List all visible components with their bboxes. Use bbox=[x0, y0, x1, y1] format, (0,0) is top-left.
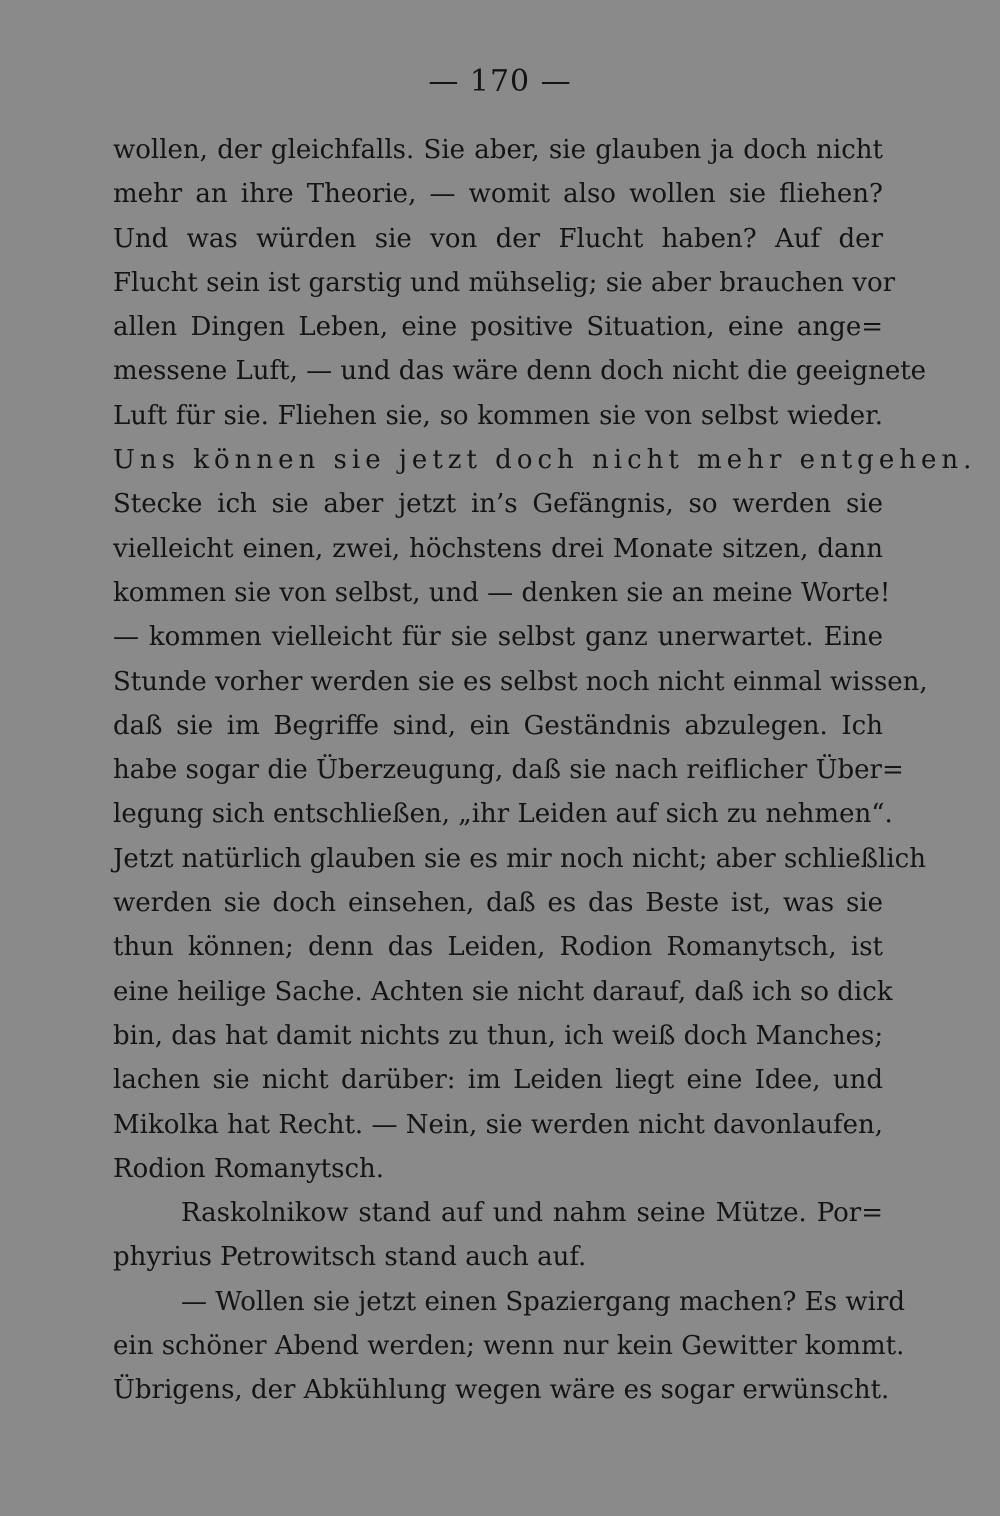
text-line: ein schöner Abend werden; wenn nur kein Gewitter kommt. bbox=[113, 1331, 905, 1362]
text-line: Luft für sie. Fliehen sie, so kommen sie von selbst wieder. bbox=[113, 400, 883, 431]
text-line: daß sie im Begriffe sind, ein Geständnis abzulegen. Ich bbox=[113, 710, 883, 741]
text-line: vielleicht einen, zwei, höchstens drei Monate sitzen, dann bbox=[113, 533, 883, 564]
text-line: lachen sie nicht darüber: im Leiden liegt eine Idee, und bbox=[113, 1065, 883, 1096]
text-line: allen Dingen Leben, eine positive Situation, eine ange= bbox=[113, 312, 883, 343]
text-line: Jetzt natürlich glauben sie es mir noch nicht; aber schließlich bbox=[113, 843, 926, 874]
text-line: Stecke ich sie aber jetzt in’s Gefängnis, so werden sie bbox=[113, 489, 883, 520]
text-line: Flucht sein ist garstig und mühselig; sie aber brauchen vor bbox=[113, 267, 896, 298]
page-number: — 170 — bbox=[428, 64, 572, 99]
paragraph-start-line: — Wollen sie jetzt einen Spaziergang machen? Es wird bbox=[181, 1286, 905, 1317]
text-line: phyrius Petrowitsch stand auch auf. bbox=[113, 1242, 587, 1273]
text-line: bin, das hat damit nichts zu thun, ich weiß doch Manches; bbox=[113, 1020, 884, 1051]
text-line: — kommen vielleicht für sie selbst ganz unerwartet. Eine bbox=[113, 622, 883, 653]
text-line: mehr an ihre Theorie, — womit also wollen sie fliehen? bbox=[113, 179, 883, 210]
text-line: Mikolka hat Recht. — Nein, sie werden nicht davonlaufen, bbox=[113, 1109, 883, 1140]
text-line: habe sogar die Überzeugung, daß sie nach reiflicher Über= bbox=[113, 755, 904, 786]
paragraph-start-line: Raskolnikow stand auf und nahm seine Mütze. Por= bbox=[181, 1198, 883, 1229]
text-line: legung sich entschließen, „ihr Leiden auf sich zu nehmen“. bbox=[113, 799, 893, 830]
text-line: messene Luft, — und das wäre denn doch nicht die geeignete bbox=[113, 356, 927, 387]
text-line: Stunde vorher werden sie es selbst noch nicht einmal wissen, bbox=[113, 666, 928, 697]
text-line: werden sie doch einsehen, daß es das Beste ist, was sie bbox=[113, 888, 883, 919]
text-line: kommen sie von selbst, und — denken sie an meine Worte! bbox=[113, 577, 891, 608]
text-line: Und was würden sie von der Flucht haben? Auf der bbox=[113, 223, 883, 254]
text-line: eine heilige Sache. Achten sie nicht darauf, daß ich so dick bbox=[113, 976, 893, 1007]
text-line: Übrigens, der Abkühlung wegen wäre es sogar erwünscht. bbox=[113, 1375, 890, 1406]
text-line: Rodion Romanytsch. bbox=[113, 1153, 385, 1184]
text-line: wollen, der gleichfalls. Sie aber, sie glauben ja doch nicht bbox=[113, 135, 883, 165]
body-text bbox=[113, 128, 977, 1413]
text-line: thun können; denn das Leiden, Rodion Romanytsch, ist bbox=[113, 932, 883, 963]
text-line-emphasized: Uns können sie jetzt doch nicht mehr entgehen. bbox=[113, 445, 977, 476]
